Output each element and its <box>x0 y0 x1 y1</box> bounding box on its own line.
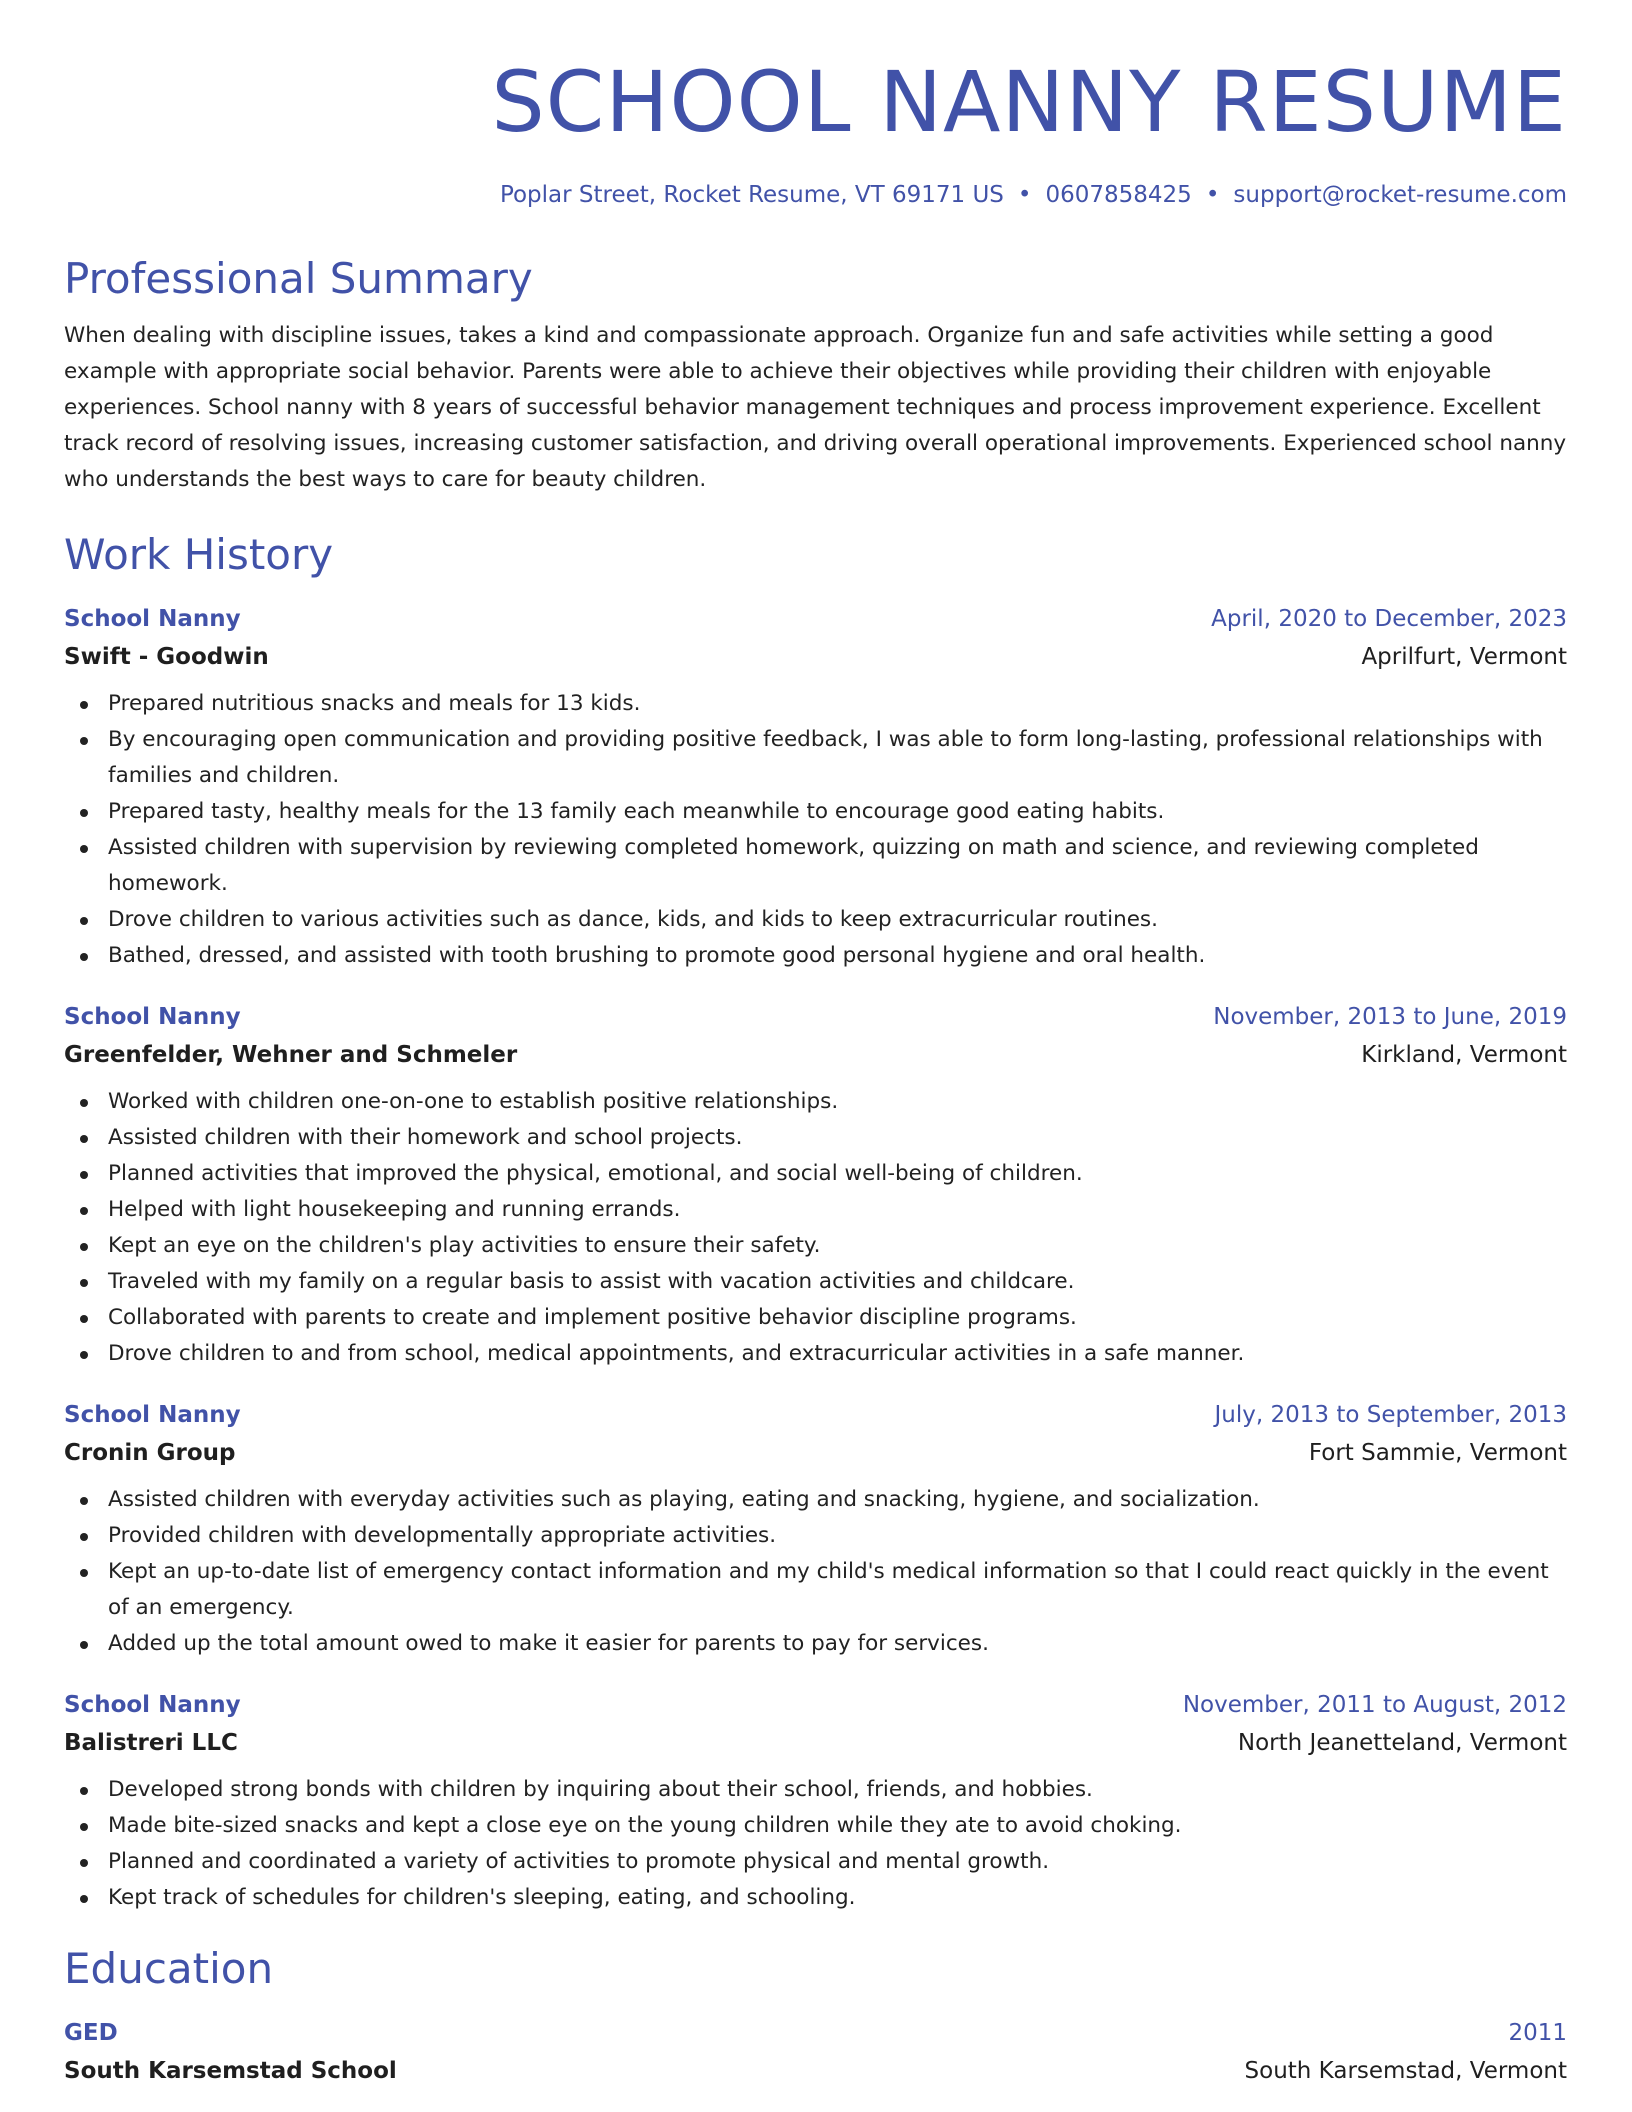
contact-address: Poplar Street, Rocket Resume, VT 69171 US <box>499 182 1004 208</box>
job-entry <box>64 600 1567 974</box>
job-bullet: Added up the total amount owed to make it easier for parents to pay for services. <box>64 1626 1567 1662</box>
education-degree: GED <box>64 2020 118 2046</box>
work-history-heading: Work History <box>64 530 334 579</box>
job-company-row <box>64 638 1567 676</box>
job-company: Cronin Group <box>64 1440 236 1466</box>
job-location: North Jeanetteland, Vermont <box>1237 1730 1567 1756</box>
job-bullet: Kept an eye on the children's play activities to ensure their safety. <box>64 1228 1567 1264</box>
job-bullet: Assisted children with their homework and school projects. <box>64 1120 1567 1156</box>
job-header-row <box>64 1686 1567 1724</box>
job-location: Fort Sammie, Vermont <box>1308 1440 1567 1466</box>
resume-name: SCHOOL NANNY RESUME <box>491 53 1567 151</box>
job-entry <box>64 1396 1567 1662</box>
job-company-row <box>64 1724 1567 1762</box>
education-header-row <box>64 2014 1567 2052</box>
job-bullet: Collaborated with parents to create and implement positive behavior discipline programs. <box>64 1300 1567 1336</box>
job-bullet-list <box>64 1482 1567 1662</box>
job-company: Greenfelder, Wehner and Schmeler <box>64 1042 518 1068</box>
education-location: South Karsemstad, Vermont <box>1244 2058 1567 2084</box>
job-entry <box>64 1686 1567 1916</box>
job-bullet: Drove children to and from school, medical appointments, and extracurricular activities in a safe manner. <box>64 1336 1567 1372</box>
job-bullet: Made bite-sized snacks and kept a close eye on the young children while they ate to avoid choking. <box>64 1808 1567 1844</box>
job-bullet: By encouraging open communication and providing positive feedback, I was able to form long-lasting, professional relationships with families and children. <box>64 722 1567 794</box>
job-entry <box>64 998 1567 1372</box>
job-bullet-list <box>64 1084 1567 1372</box>
education-year: 2011 <box>1508 2020 1567 2046</box>
job-bullet: Assisted children with supervision by reviewing completed homework, quizzing on math and science, and reviewing completed homework. <box>64 830 1567 902</box>
job-bullet-list <box>64 1772 1567 1916</box>
education-list <box>64 2014 1567 2090</box>
job-bullet: Helped with light housekeeping and running errands. <box>64 1192 1567 1228</box>
education-entry <box>64 2014 1567 2090</box>
job-location: Kirkland, Vermont <box>1361 1042 1567 1068</box>
job-dates: November, 2013 to June, 2019 <box>1213 1004 1567 1030</box>
summary-heading: Professional Summary <box>64 254 533 303</box>
education-school: South Karsemstad School <box>64 2058 397 2084</box>
job-title: School Nanny <box>64 606 241 632</box>
job-bullet: Drove children to various activities such as dance, kids, and kids to keep extracurricular routines. <box>64 902 1567 938</box>
job-dates: April, 2020 to December, 2023 <box>1211 606 1567 632</box>
job-bullet-list <box>64 686 1567 974</box>
job-company: Balistreri LLC <box>64 1730 238 1756</box>
contact-line <box>64 182 1567 208</box>
contact-phone: 0607858425 <box>1045 182 1192 208</box>
job-header-row <box>64 1396 1567 1434</box>
education-heading: Education <box>64 1944 274 1993</box>
job-bullet: Traveled with my family on a regular basis to assist with vacation activities and childcare. <box>64 1264 1567 1300</box>
job-company: Swift - Goodwin <box>64 644 269 670</box>
contact-separator: • <box>1017 182 1032 208</box>
job-dates: November, 2011 to August, 2012 <box>1182 1692 1567 1718</box>
job-bullet: Prepared tasty, healthy meals for the 13 family each meanwhile to encourage good eating habits. <box>64 794 1567 830</box>
job-bullet: Prepared nutritious snacks and meals for 13 kids. <box>64 686 1567 722</box>
education-school-row <box>64 2052 1567 2090</box>
job-title: School Nanny <box>64 1692 241 1718</box>
job-title: School Nanny <box>64 1402 241 1428</box>
job-bullet: Kept an up-to-date list of emergency contact information and my child's medical information so that I could react quickly in the event of an emergency. <box>64 1554 1567 1626</box>
job-bullet: Planned and coordinated a variety of activities to promote physical and mental growth. <box>64 1844 1567 1880</box>
job-bullet: Kept track of schedules for children's sleeping, eating, and schooling. <box>64 1880 1567 1916</box>
job-header-row <box>64 600 1567 638</box>
job-bullet: Bathed, dressed, and assisted with tooth brushing to promote good personal hygiene and oral health. <box>64 938 1567 974</box>
summary-text: When dealing with discipline issues, takes a kind and compassionate approach. Organize fun and safe activities while setting a good example with appropriate social behavior. Parents were able to achieve their objectives while providing their children with enjoyable experiences. School nanny with 8 years of successful behavior management techniques and process improvement experience. Excellent track record of resolving issues, increasing customer satisfaction, and driving overall operational improvements. Experienced school nanny who understands the best ways to care for beauty children. <box>64 323 1567 492</box>
job-dates: July, 2013 to September, 2013 <box>1214 1402 1567 1428</box>
job-bullet: Planned activities that improved the physical, emotional, and social well-being of children. <box>64 1156 1567 1192</box>
resume-header <box>64 53 1567 208</box>
job-company-row <box>64 1036 1567 1074</box>
contact-email[interactable]: support@rocket-resume.com <box>1233 182 1567 208</box>
job-bullet: Worked with children one-on-one to establish positive relationships. <box>64 1084 1567 1120</box>
job-bullet: Provided children with developmentally appropriate activities. <box>64 1518 1567 1554</box>
job-company-row <box>64 1434 1567 1472</box>
job-bullet: Assisted children with everyday activities such as playing, eating and snacking, hygiene, and socialization. <box>64 1482 1567 1518</box>
job-title: School Nanny <box>64 1004 241 1030</box>
work-history-list <box>64 600 1567 1916</box>
job-header-row <box>64 998 1567 1036</box>
contact-separator: • <box>1205 182 1220 208</box>
resume-page <box>64 0 1567 2090</box>
job-location: Aprilfurt, Vermont <box>1361 644 1567 670</box>
job-bullet: Developed strong bonds with children by inquiring about their school, friends, and hobbies. <box>64 1772 1567 1808</box>
